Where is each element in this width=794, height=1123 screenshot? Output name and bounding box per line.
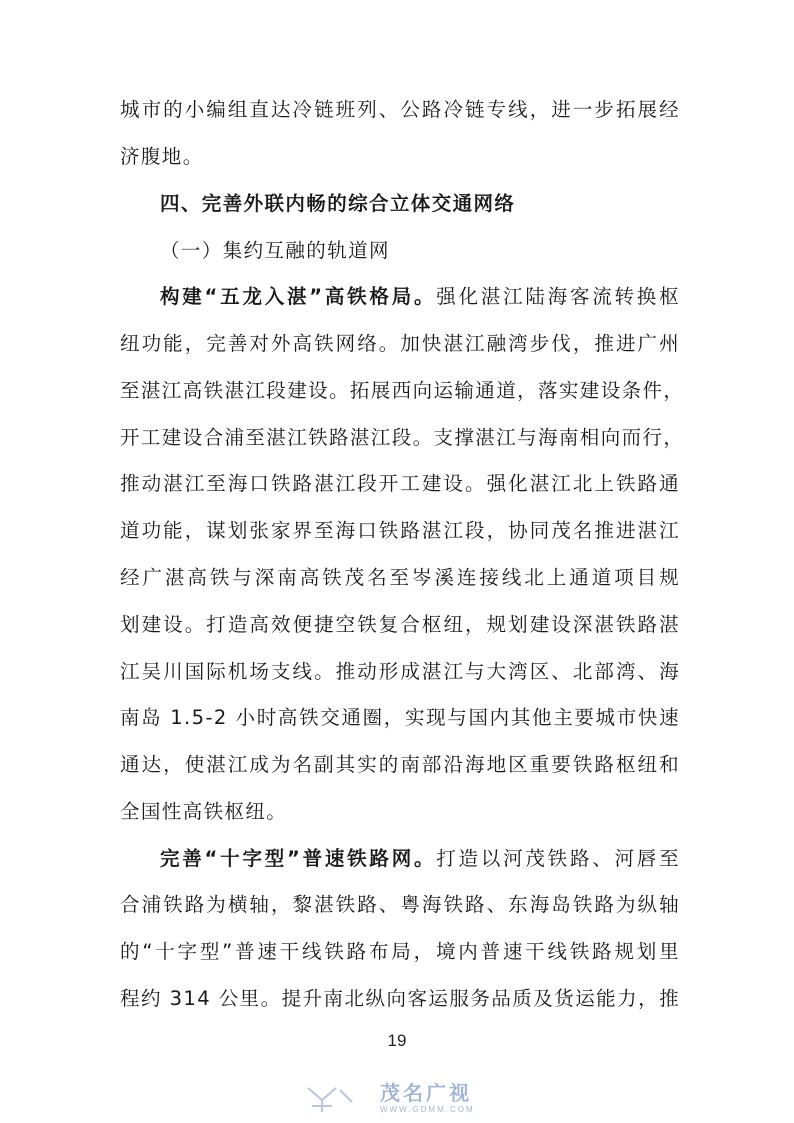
paragraph-first-line bbox=[160, 844, 680, 874]
text-line: 南岛 1.5-2 小时高铁交通圈，实现与国内其他主要城市快速 bbox=[120, 706, 680, 729]
text-line: 江吴川国际机场支线。推动形成湛江与大湾区、北部湾、海 bbox=[120, 660, 680, 683]
paragraph-lead-bold: 构建“五龙入湛”高铁格局。 bbox=[160, 285, 437, 308]
paragraph-lead-rest: 强化湛江陆海客流转换枢 bbox=[436, 285, 680, 308]
text-line: 的“十字型”普速干线铁路布局，境内普速干线铁路规划里 bbox=[120, 940, 680, 963]
watermark-text: 茂名广视 bbox=[380, 1083, 472, 1105]
watermark-logo bbox=[300, 1078, 520, 1118]
text-line: 全国性高铁枢纽。 bbox=[120, 800, 288, 823]
subsection-heading: （一）集约互融的轨道网 bbox=[160, 239, 390, 262]
text-line: 推动湛江至海口铁路湛江段开工建设。强化湛江北上铁路通 bbox=[120, 472, 680, 495]
page-number: 19 bbox=[387, 1031, 407, 1050]
text-line: 道功能，谋划张家界至海口铁路湛江段，协同茂名推进湛江 bbox=[120, 519, 680, 542]
text-line: 至湛江高铁湛江段建设。拓展西向运输通道，落实建设条件， bbox=[120, 379, 685, 402]
text-line: 济腹地。 bbox=[120, 145, 204, 168]
text-line: 划建设。打造高效便捷空铁复合枢纽，规划建设深湛铁路湛 bbox=[120, 613, 680, 636]
paragraph-first-line bbox=[160, 282, 680, 312]
paragraph-lead-bold: 完善“十字型”普速铁路网。 bbox=[160, 847, 437, 870]
section-heading: 四、完善外联内畅的综合立体交通网络 bbox=[160, 192, 516, 215]
text-line: 程约 314 公里。提升南北纵向客运服务品质及货运能力，推 bbox=[120, 987, 680, 1010]
text-line: 开工建设合浦至湛江铁路湛江段。支撑湛江与海南相向而行， bbox=[120, 426, 685, 449]
text-line: 经广湛高铁与深南高铁茂名至岑溪连接线北上通道项目规 bbox=[120, 566, 680, 589]
text-line: 通达，使湛江成为名副其实的南部沿海地区重要铁路枢纽和 bbox=[120, 753, 680, 776]
paragraph-lead-rest: 打造以河茂铁路、河唇至 bbox=[436, 847, 680, 870]
watermark-url: WWW.GDMM.COM bbox=[380, 1105, 475, 1114]
watermark-emblem-icon bbox=[308, 1088, 352, 1112]
text-line: 纽功能，完善对外高铁网络。加快湛江融湾步伐，推进广州 bbox=[120, 332, 680, 355]
text-line: 合浦铁路为横轴，黎湛铁路、粤海铁路、东海岛铁路为纵轴 bbox=[120, 893, 680, 916]
text-line: 城市的小编组直达冷链班列、公路冷链专线，进一步拓展经 bbox=[120, 98, 680, 121]
